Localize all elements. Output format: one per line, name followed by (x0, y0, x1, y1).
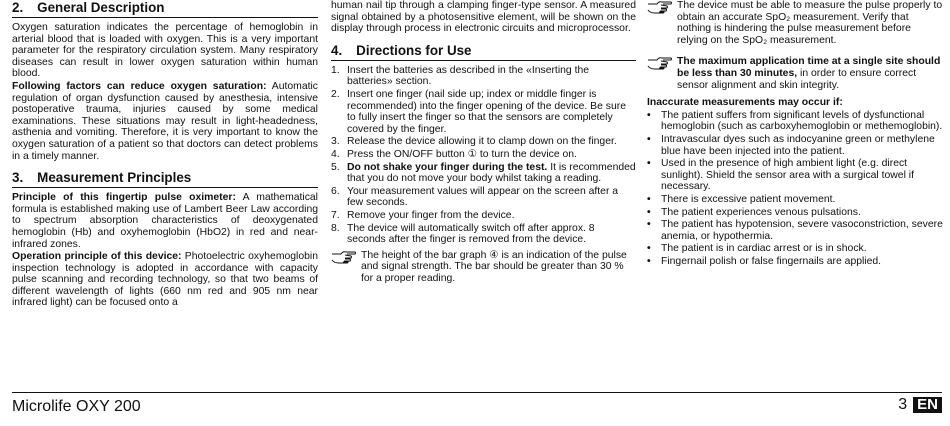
paragraph-lead: Operation principle of this device: (12, 251, 182, 263)
product-name: Microlife OXY 200 (12, 398, 141, 415)
note (647, 0, 943, 46)
step-item (331, 210, 636, 222)
bullet-icon: • (647, 109, 651, 121)
note-body: in order to ensure correct sensor alignment and skin integrity. (677, 67, 917, 91)
paragraph-text: Automatic regulation of organ dysfunction caused by anesthesia, intensive postoperative trauma, injuries caused by some medical examinations. These situations may result in light-headedness, asthenia and vomiting. Therefore, it is very important to know the oxygen saturation of a patient so that doctors can detect problems in a timely manner. (12, 80, 318, 162)
pointing-hand-icon (647, 0, 677, 46)
paragraph (12, 192, 318, 250)
step-number: 3. (331, 136, 340, 148)
bullet-icon: • (647, 158, 651, 170)
note-text: The device must be able to measure the pulse properly to obtain an accurate SpO₂ measurement. Verify that nothing is hindering the pulse measurement before relying on the SpO₂ measurement. (677, 0, 943, 46)
paragraph (12, 81, 318, 162)
note (647, 56, 943, 91)
list-item (647, 158, 943, 193)
step-number: 1. (331, 64, 340, 76)
note (331, 250, 636, 285)
section-heading-measurement-principles (12, 170, 318, 188)
step-text: Your measurement values will appear on the screen after a few seconds. (347, 185, 619, 209)
step-text: Insert the batteries as described in the «Inserting the batteries» section. (347, 64, 590, 88)
section-number: 2. (12, 0, 24, 15)
page-indicator (898, 397, 942, 413)
bullet-icon: • (647, 206, 651, 218)
paragraph-text: A mathematical formula is established making use of Lambert Beer Law according to spectrum absorption characteristics of deoxygenated hemoglobin (Hb) and oxyhemoglobin (HbO2) in red and near-infrared zones. (12, 192, 318, 250)
list-item (647, 243, 943, 255)
step-text (347, 162, 636, 185)
list-item-text: The patient suffers from significant levels of dysfunctional hemoglobin (such as carboxyhemoglobin or methemoglobin). (661, 109, 943, 133)
step-lead: Do not shake your finger during the test. (347, 161, 548, 173)
footer (12, 392, 942, 426)
step-text: Insert one finger (nail side up; index or middle finger is recommended) into the finger opening of the device. Be sure to fully insert the finger so that the sensors are completely covered by the finger. (347, 88, 626, 135)
note-lead: The maximum application time at a single site should be less than 30 minutes, (677, 56, 941, 79)
paragraph: human nail tip through a clamping finger-type sensor. A measured signal obtained by a photosensitive element, will be shown on the display through process in electronic circuits and microprocessor. (331, 0, 636, 35)
list-item-text: Used in the presence of high ambient light (e.g. direct sunlight). Shield the sensor area with a surgical towel if necessary. (661, 158, 914, 193)
bullet-icon: • (647, 219, 651, 231)
pointing-hand-icon (331, 250, 361, 285)
list-item-text: Fingernail polish or false fingernails are applied. (661, 255, 882, 267)
column-middle (331, 0, 636, 284)
list-item (647, 219, 943, 242)
section-title: General Description (37, 0, 165, 15)
list-item (647, 134, 943, 157)
paragraph (12, 251, 318, 309)
step-item (331, 162, 636, 185)
step-number: 8. (331, 222, 340, 234)
list-item-text: The patient has hypotension, severe vasoconstriction, severe anemia, or hypothermia. (661, 219, 943, 242)
bullet-icon: • (647, 243, 651, 255)
step-text: The device will automatically switch off after approx. 8 seconds after the finger is removed from the device. (347, 222, 595, 246)
bullet-icon: • (647, 255, 651, 267)
steps-list (331, 65, 636, 246)
section-number: 3. (12, 170, 24, 186)
paragraph: Oxygen saturation indicates the percentage of hemoglobin in arterial blood that is loaded with oxygen. This is a very important parameter for the respiratory circulation system. Many respiratory diseases can result in lower oxygen saturation within human blood. (12, 22, 318, 80)
step-number: 6. (331, 185, 340, 197)
step-item (331, 186, 636, 209)
paragraph-text: Photoelectric oxyhemoglobin inspection technology is adopted in accordance with capacity pulse scanning and recording technology, so that two beams of different wavelength of lights (660 nm red and 905 nm near infrared light) can be focused onto a (12, 251, 318, 309)
bullet-icon: • (647, 193, 651, 205)
step-body: It is recommended that you do not move your body whilst taking a reading. (347, 161, 636, 185)
step-number: 4. (331, 148, 340, 160)
bullet-icon: • (647, 133, 651, 145)
step-number: 2. (331, 88, 340, 100)
section-heading-directions-for-use (331, 43, 636, 61)
paragraph-lead: Principle of this fingertip pulse oximeter: (12, 192, 236, 204)
inaccurate-measurements-heading: Inaccurate measurements may occur if: (647, 97, 843, 109)
section-title: Measurement Principles (37, 170, 192, 186)
step-text: Press the ON/OFF button ① to turn the device on. (347, 148, 577, 160)
list-item (647, 207, 943, 219)
list-item (647, 110, 943, 133)
column-left (12, 0, 318, 310)
step-item (331, 65, 636, 88)
list-item (647, 256, 943, 268)
language-badge: EN (913, 397, 942, 413)
section-heading-general-description (12, 0, 318, 18)
inaccuracy-list (647, 110, 943, 268)
list-item (647, 194, 943, 206)
page-number: 3 (898, 396, 908, 413)
section-number: 4. (331, 42, 343, 58)
note-text (677, 56, 943, 91)
step-text: Release the device allowing it to clamp down on the finger. (347, 136, 617, 148)
section-title: Directions for Use (356, 42, 472, 58)
list-item-text: The patient is in cardiac arrest or is in shock. (661, 243, 867, 255)
step-text: Remove your finger from the device. (347, 209, 515, 221)
step-number: 5. (331, 161, 340, 173)
list-item-text: The patient experiences venous pulsations. (661, 206, 861, 218)
paragraph-lead: Following factors can reduce oxygen saturation: (12, 80, 267, 92)
step-item (331, 89, 636, 135)
step-item (331, 223, 636, 246)
step-number: 7. (331, 209, 340, 221)
note-text: The height of the bar graph ④ is an indication of the pulse and signal strength. The bar should be greater than 30 % for a proper reading. (361, 249, 627, 284)
pointing-hand-icon (647, 56, 677, 91)
step-item (331, 136, 636, 148)
list-item-text: There is excessive patient movement. (661, 193, 836, 205)
column-right (647, 0, 943, 268)
list-item-text: Intravascular dyes such as indocyanine green or methylene blue have been injected into the patient. (661, 133, 935, 157)
step-item (331, 149, 636, 161)
